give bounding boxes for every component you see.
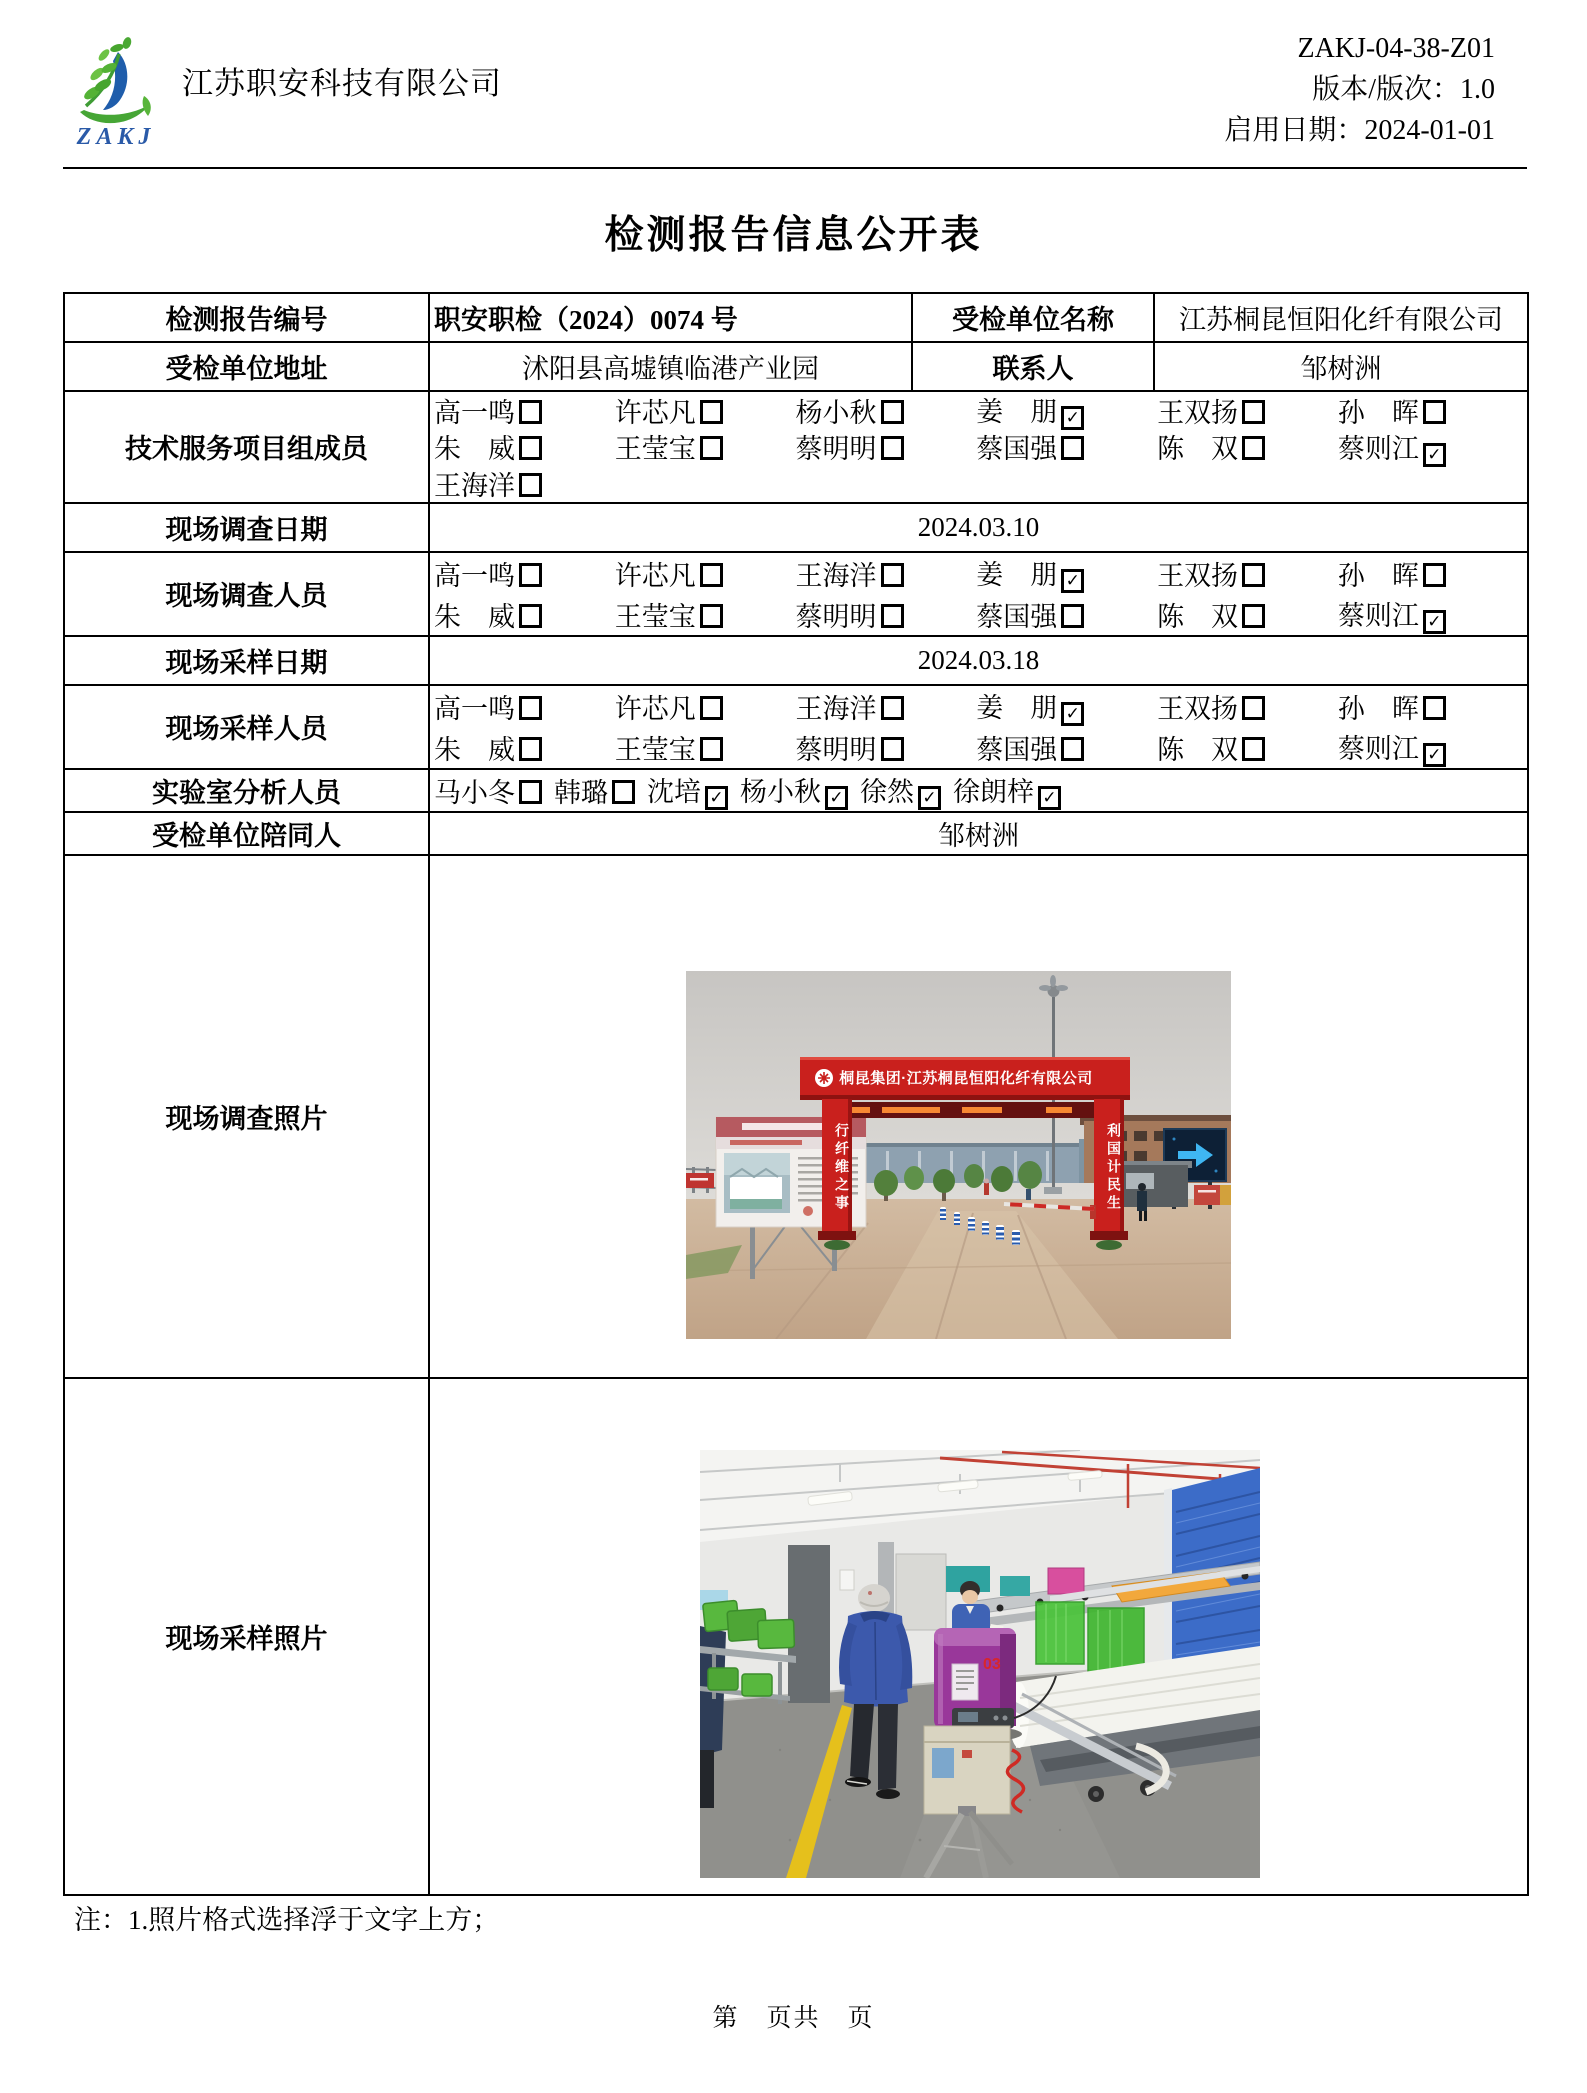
row-escort	[64, 812, 1528, 855]
person-name: 姜 朋	[976, 397, 1058, 428]
person-name: 王莹宝	[614, 434, 696, 465]
person-item	[740, 770, 848, 810]
lab-staff-members	[429, 769, 1528, 812]
document-effective-date: 启用日期：2024-01-01	[1224, 115, 1495, 146]
row-sampling-photo	[64, 1378, 1528, 1895]
row-survey-date	[64, 503, 1528, 552]
checkbox-unchecked-icon[interactable]	[700, 400, 723, 424]
person-item	[1157, 687, 1338, 726]
checkbox-unchecked-icon[interactable]	[1423, 563, 1446, 587]
checkbox-unchecked-icon[interactable]	[1242, 436, 1265, 460]
checkbox-unchecked-icon[interactable]	[519, 696, 542, 720]
checkbox-checked-icon[interactable]: ✓	[1061, 569, 1084, 593]
document-code: ZAKJ-04-38-Z01	[1297, 33, 1495, 64]
person-item	[434, 771, 542, 810]
person-item	[1338, 554, 1519, 593]
org-name-value: 江苏桐昆恒阳化纤有限公司	[1154, 293, 1528, 342]
person-line	[434, 594, 1523, 635]
person-item	[976, 427, 1157, 466]
person-item	[554, 771, 635, 810]
person-item	[796, 427, 977, 466]
person-name: 蔡明明	[795, 601, 877, 632]
document-meta	[1224, 28, 1495, 151]
checkbox-unchecked-icon[interactable]	[700, 696, 723, 720]
row-survey-photo	[64, 855, 1528, 1378]
checkbox-unchecked-icon[interactable]	[700, 436, 723, 460]
machine-number-label: 03	[983, 1656, 1001, 1673]
person-item	[1338, 427, 1519, 467]
survey-photo-label: 现场调查照片	[64, 855, 429, 1378]
checkbox-unchecked-icon[interactable]	[1061, 604, 1084, 628]
person-item	[1338, 391, 1519, 430]
person-name: 陈 双	[1157, 434, 1239, 465]
gate-banner-text: 桐昆集团·江苏桐昆恒阳化纤有限公司	[839, 1070, 1093, 1087]
person-name: 王双扬	[1157, 693, 1239, 724]
checkbox-unchecked-icon[interactable]	[1242, 604, 1265, 628]
person-item	[976, 728, 1157, 767]
person-name: 朱 威	[434, 734, 515, 765]
checkbox-checked-icon[interactable]: ✓	[1423, 743, 1446, 767]
person-line	[434, 727, 1523, 768]
person-name: 王双扬	[1157, 560, 1239, 591]
person-name: 蔡则江	[1337, 433, 1419, 464]
person-item	[796, 728, 977, 767]
person-name: 蔡国强	[976, 734, 1058, 765]
person-item	[647, 770, 728, 810]
person-name: 朱 威	[434, 601, 515, 632]
company-logo	[72, 36, 158, 128]
person-name: 高一鸣	[434, 560, 515, 591]
checkbox-unchecked-icon[interactable]	[881, 696, 904, 720]
survey-photo	[686, 971, 1231, 1339]
person-name: 王莹宝	[614, 734, 696, 765]
person-item	[1157, 728, 1338, 767]
checkbox-unchecked-icon[interactable]	[700, 604, 723, 628]
gate-pillar-right-text: 利国计民生	[1106, 1123, 1122, 1213]
person-item	[434, 427, 615, 466]
person-name: 王莹宝	[614, 601, 696, 632]
report-no-label: 检测报告编号	[64, 293, 429, 342]
person-name: 蔡明明	[795, 434, 877, 465]
person-name: 马小冬	[434, 777, 515, 808]
escort-value: 邹树洲	[429, 812, 1528, 855]
person-item	[1157, 554, 1338, 593]
lab-staff-label: 实验室分析人员	[64, 769, 429, 812]
team-checkbox-group	[434, 392, 1523, 502]
checkbox-unchecked-icon[interactable]	[1242, 696, 1265, 720]
address-value: 沭阳县高墟镇临港产业园	[429, 342, 912, 391]
checkbox-checked-icon[interactable]: ✓	[1061, 702, 1084, 726]
sampling-date-value: 2024.03.18	[429, 636, 1528, 685]
document-version: 版本/版次：1.0	[1312, 74, 1495, 105]
person-name: 许芯凡	[614, 397, 696, 428]
lab-staff-checkbox-group	[434, 770, 1523, 810]
person-name: 高一鸣	[434, 397, 515, 428]
person-name: 姜 朋	[976, 560, 1058, 590]
sampling-photo-cell	[429, 1378, 1528, 1895]
sampling-staff-members	[429, 685, 1528, 769]
org-name-label: 受检单位名称	[912, 293, 1154, 342]
checkbox-unchecked-icon[interactable]	[1242, 737, 1265, 761]
person-item	[1157, 427, 1338, 466]
person-line	[434, 429, 1523, 466]
person-name: 王双扬	[1157, 397, 1239, 428]
checkbox-unchecked-icon[interactable]	[1423, 696, 1446, 720]
person-name: 徐朗梓	[953, 777, 1034, 807]
person-name: 朱 威	[434, 434, 515, 465]
person-item	[434, 554, 615, 593]
checkbox-checked-icon[interactable]: ✓	[705, 786, 728, 810]
gate-pillar-left-text: 行纤维之事	[834, 1123, 850, 1213]
checkbox-unchecked-icon[interactable]	[519, 436, 542, 460]
sampling-photo	[700, 1450, 1260, 1878]
sampling-photo-label: 现场采样照片	[64, 1378, 429, 1895]
person-line	[434, 770, 1523, 810]
company-name: 江苏职安科技有限公司	[182, 66, 502, 101]
person-item	[434, 391, 615, 430]
person-line	[434, 553, 1523, 594]
checkbox-unchecked-icon[interactable]	[881, 436, 904, 460]
escort-label: 受检单位陪同人	[64, 812, 429, 855]
person-name: 王海洋	[434, 470, 515, 501]
person-name: 蔡则江	[1337, 734, 1419, 764]
contact-value: 邹树洲	[1154, 342, 1528, 391]
person-item	[434, 687, 615, 726]
person-item	[976, 553, 1157, 593]
person-item	[860, 770, 941, 810]
person-item	[434, 464, 615, 503]
person-item	[976, 686, 1157, 726]
header-divider	[63, 167, 1527, 169]
workshop-scene	[700, 1450, 1260, 1878]
checkbox-unchecked-icon[interactable]	[519, 563, 542, 587]
checkbox-unchecked-icon[interactable]	[881, 737, 904, 761]
person-item	[1338, 594, 1519, 634]
person-name: 王海洋	[795, 560, 877, 591]
survey-staff-members	[429, 552, 1528, 636]
checkbox-unchecked-icon[interactable]	[700, 563, 723, 587]
person-name: 杨小秋	[740, 777, 821, 807]
sampling-date-label: 现场采样日期	[64, 636, 429, 685]
address-label: 受检单位地址	[64, 342, 429, 391]
person-line	[434, 465, 1523, 502]
checkbox-unchecked-icon[interactable]	[1423, 400, 1446, 424]
person-name: 徐然	[860, 777, 914, 807]
sampling-staff-label: 现场采样人员	[64, 685, 429, 769]
row-lab-staff	[64, 769, 1528, 812]
survey-staff-checkbox-group	[434, 553, 1523, 635]
checkbox-checked-icon[interactable]: ✓	[1423, 610, 1446, 634]
checkbox-unchecked-icon[interactable]	[1061, 737, 1084, 761]
checkbox-unchecked-icon[interactable]	[881, 604, 904, 628]
row-team	[64, 391, 1528, 503]
person-item	[434, 595, 615, 634]
checkbox-checked-icon[interactable]: ✓	[1061, 406, 1084, 430]
team-label: 技术服务项目组成员	[64, 391, 429, 503]
person-item	[953, 770, 1061, 810]
person-item	[976, 595, 1157, 634]
person-name: 蔡国强	[976, 434, 1058, 465]
person-name: 沈培	[647, 777, 701, 807]
person-name: 孙 晖	[1337, 397, 1419, 428]
person-item	[976, 391, 1157, 430]
logo-acronym: ZAKJ	[76, 124, 156, 150]
person-line	[434, 686, 1523, 727]
row-survey-staff	[64, 552, 1528, 636]
person-item	[1157, 391, 1338, 430]
person-name: 蔡明明	[795, 734, 877, 765]
person-item	[1338, 727, 1519, 767]
person-item	[615, 391, 796, 430]
person-name: 王海洋	[795, 693, 877, 724]
page-number-footer: 第 页共 页	[712, 2005, 875, 2032]
row-address	[64, 342, 1528, 391]
person-item	[615, 687, 796, 726]
team-members	[429, 391, 1528, 503]
checkbox-checked-icon[interactable]: ✓	[1038, 786, 1061, 810]
person-line	[434, 392, 1523, 429]
row-sampling-date	[64, 636, 1528, 685]
person-item	[796, 687, 977, 726]
person-name: 孙 晖	[1337, 693, 1419, 724]
person-name: 许芯凡	[614, 560, 696, 591]
person-name: 蔡国强	[976, 601, 1058, 632]
checkbox-unchecked-icon[interactable]	[612, 780, 635, 804]
person-item	[615, 427, 796, 466]
person-item	[615, 595, 796, 634]
checkbox-unchecked-icon[interactable]	[881, 400, 904, 424]
survey-staff-label: 现场调查人员	[64, 552, 429, 636]
person-item	[1157, 595, 1338, 634]
checkbox-unchecked-icon[interactable]	[881, 563, 904, 587]
footnote: 注：1.照片格式选择浮于文字上方；	[74, 1905, 500, 1935]
checkbox-unchecked-icon[interactable]	[1061, 436, 1084, 460]
person-name: 陈 双	[1157, 601, 1239, 632]
survey-date-label: 现场调查日期	[64, 503, 429, 552]
person-name: 韩璐	[554, 777, 608, 808]
survey-date-value: 2024.03.10	[429, 503, 1528, 552]
survey-photo-cell	[429, 855, 1528, 1378]
contact-label: 联系人	[912, 342, 1154, 391]
checkbox-unchecked-icon[interactable]	[519, 400, 542, 424]
person-item	[1338, 687, 1519, 726]
person-name: 蔡则江	[1337, 601, 1419, 631]
row-report-no	[64, 293, 1528, 342]
page-title: 检测报告信息公开表	[604, 214, 983, 257]
person-item	[796, 595, 977, 634]
checkbox-checked-icon[interactable]: ✓	[918, 786, 941, 810]
person-name: 孙 晖	[1337, 560, 1419, 591]
checkbox-checked-icon[interactable]: ✓	[1423, 443, 1446, 467]
checkbox-checked-icon[interactable]: ✓	[825, 786, 848, 810]
row-sampling-staff	[64, 685, 1528, 769]
checkbox-unchecked-icon[interactable]	[1242, 563, 1265, 587]
checkbox-unchecked-icon[interactable]	[1242, 400, 1265, 424]
person-item	[615, 554, 796, 593]
person-name: 许芯凡	[614, 693, 696, 724]
report-no-value: 职安职检（2024）0074 号	[429, 293, 912, 342]
person-name: 陈 双	[1157, 734, 1239, 765]
person-name: 高一鸣	[434, 693, 515, 724]
sampling-staff-checkbox-group	[434, 686, 1523, 768]
person-item	[434, 728, 615, 767]
checkbox-unchecked-icon[interactable]	[519, 780, 542, 804]
person-name: 姜 朋	[976, 693, 1058, 723]
person-item	[796, 391, 977, 430]
checkbox-unchecked-icon[interactable]	[519, 473, 542, 497]
report-info-table	[63, 292, 1529, 1896]
factory-entrance-scene	[686, 971, 1231, 1339]
checkbox-unchecked-icon[interactable]	[519, 604, 542, 628]
person-item	[615, 728, 796, 767]
person-item	[796, 554, 977, 593]
checkbox-unchecked-icon[interactable]	[700, 737, 723, 761]
checkbox-unchecked-icon[interactable]	[519, 737, 542, 761]
person-name: 杨小秋	[795, 397, 877, 428]
